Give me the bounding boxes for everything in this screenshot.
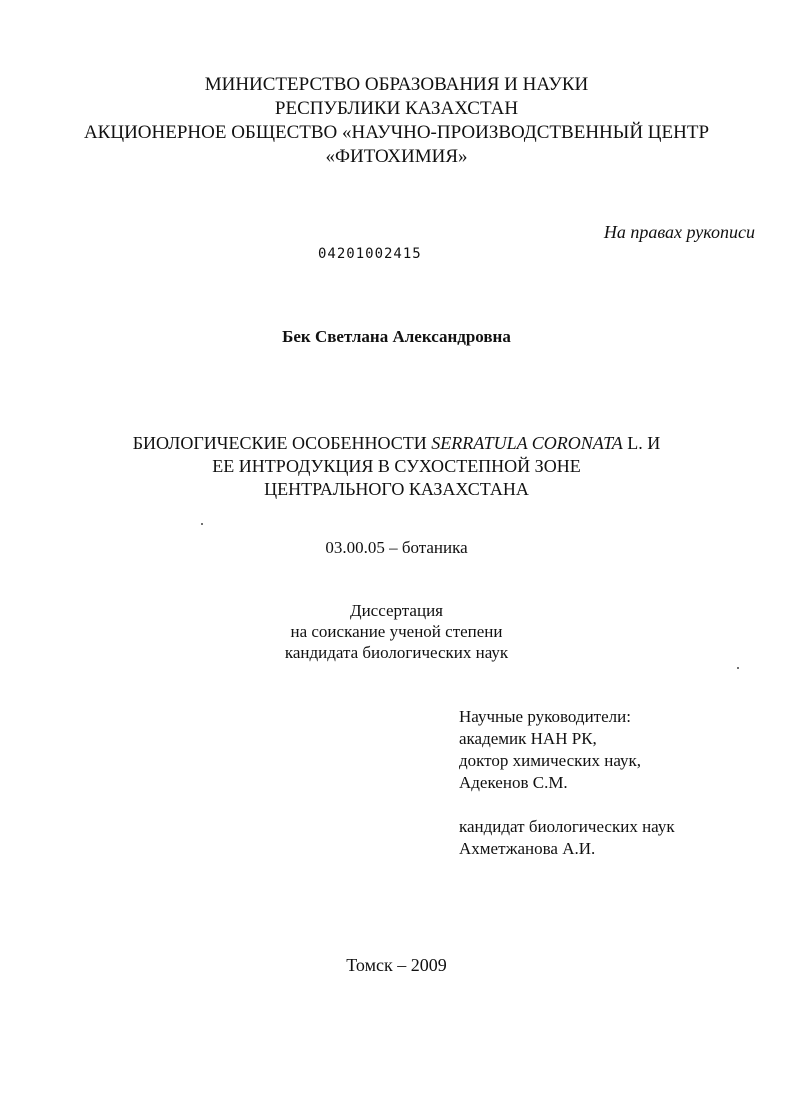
- specialty-code: 03.00.05 – ботаника: [325, 538, 468, 557]
- dissertation-title: [0, 432, 793, 501]
- scan-speck: [201, 523, 203, 525]
- supervisor-1-title-1: академик НАН РК,: [459, 729, 597, 748]
- scan-speck: [737, 667, 739, 669]
- title-line-2: ЕЕ ИНТРОДУКЦИЯ В СУХОСТЕПНОЙ ЗОНЕ: [212, 456, 581, 476]
- supervisor-1-title-2: доктор химических наук,: [459, 751, 642, 770]
- dissertation-line-3: кандидата биологических наук: [284, 643, 509, 662]
- dissertation-type: [0, 600, 793, 663]
- title-line-1-prefix: БИОЛОГИЧЕСКИЕ ОСОБЕННОСТИ: [132, 433, 432, 453]
- supervisors-block: [459, 706, 675, 860]
- supervisor-1-name: Адекенов С.М.: [459, 773, 568, 792]
- species-name: SERRATULA CORONATA: [431, 433, 623, 453]
- city-year: Томск – 2009: [346, 955, 447, 975]
- supervisor-2-title: кандидат биологических наук: [459, 817, 675, 836]
- title-line-1: [0, 432, 793, 455]
- ministry-line-3: АКЦИОНЕРНОЕ ОБЩЕСТВО «НАУЧНО-ПРОИЗВОДСТВЕННЫЙ ЦЕНТР: [83, 122, 710, 143]
- document-code: 04201002415: [318, 246, 422, 262]
- manuscript-note: На правах рукописи: [603, 222, 755, 242]
- ministry-line-2: РЕСПУБЛИКИ КАЗАХСТАН: [274, 98, 519, 119]
- ministry-header: [0, 73, 793, 169]
- dissertation-line-1: Диссертация: [349, 601, 443, 620]
- title-line-1-suffix: L. И: [622, 433, 661, 453]
- ministry-line-1: МИНИСТЕРСТВО ОБРАЗОВАНИЯ И НАУКИ: [204, 74, 589, 95]
- dissertation-line-2: на соискание ученой степени: [290, 622, 503, 641]
- title-line-3: ЦЕНТРАЛЬНОГО КАЗАХСТАНА: [264, 479, 529, 499]
- spacer: [459, 794, 675, 816]
- author-name: Бек Светлана Александровна: [282, 327, 511, 346]
- supervisors-heading: Научные руководители:: [459, 707, 631, 726]
- supervisor-2-name: Ахметжанова А.И.: [459, 839, 596, 858]
- ministry-line-4: «ФИТОХИМИЯ»: [325, 146, 468, 167]
